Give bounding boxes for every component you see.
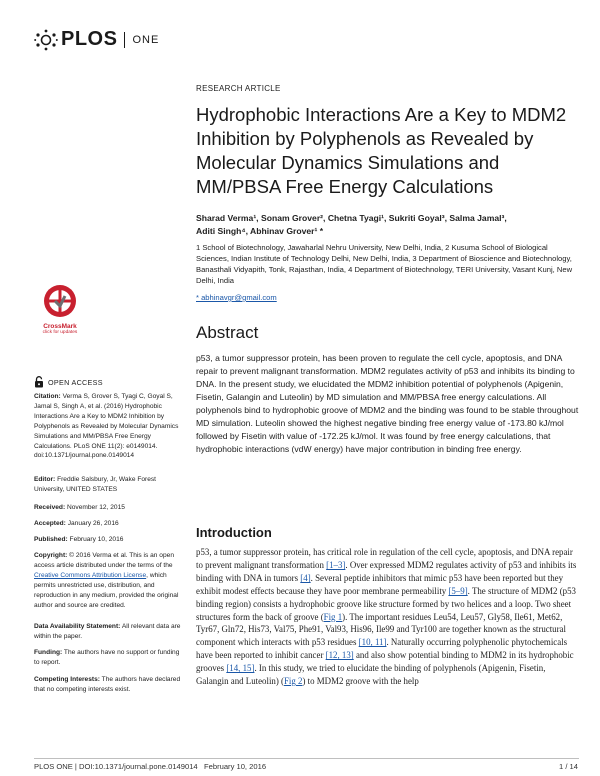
reference-link[interactable]: [1–3] bbox=[326, 559, 346, 570]
funding-text: The authors have no support or funding to report. bbox=[34, 649, 180, 666]
copyright-label: Copyright: bbox=[34, 552, 68, 559]
author-list bbox=[196, 212, 576, 238]
reference-link[interactable]: [14, 15] bbox=[226, 663, 255, 674]
reference-link[interactable]: [4] bbox=[300, 572, 311, 583]
abstract-text: p53, a tumor suppressor protein, has been proven to regulate the cell cycle, apoptosis, and DNA repair to prevent malignant transformation. MDM2 regulates activity of p53 and inhibits its binding to DNA. In the present study, we elucidated the MDM2 inhibition potential of polyphenols (Apigenin, Fisetin, Galangin and Luteolin) by MD simulation and MM/PBSA free energy calculations. All polyphenols bind to hydrophobic groove of MDM2 and the binding was found to be stable throughout MD simulation. Luteolin showed the highest negative binding free energy value of -173.80 kJ/mol followed by Fisetin with value of -172.25 kJ/mol. It was found by free energy calculations, that hydrophobic interactions (vdW energy) have major contribution in binding free energy. bbox=[196, 353, 579, 454]
published-label: Published: bbox=[34, 536, 68, 543]
open-lock-icon bbox=[34, 376, 44, 388]
footer-divider bbox=[34, 758, 579, 759]
logo-divider bbox=[124, 32, 125, 48]
editor-block bbox=[34, 475, 184, 495]
page-number: 1 / 14 bbox=[559, 762, 578, 771]
funding-block bbox=[34, 648, 184, 668]
intro-text-segment: and also show potential binding to MDM2 in its hydrophobic grooves bbox=[196, 650, 574, 674]
crossmark-badge[interactable] bbox=[38, 284, 82, 336]
accepted-label: Accepted: bbox=[34, 520, 66, 527]
competing-interests-label: Competing Interests: bbox=[34, 676, 100, 683]
crossmark-icon bbox=[43, 284, 77, 318]
published-block bbox=[34, 535, 184, 545]
intro-text-segment: . Several peptide inhibitors that mimic p53 have been reported but they exhibit modest effects because they have poor membrane permeability bbox=[196, 572, 564, 596]
open-access-badge bbox=[34, 376, 103, 388]
received-block bbox=[34, 503, 184, 513]
intro-text-segment: ). The important residues Leu54, Leu57, Gly58, Ile61, Met62, Tyr67, Gln72, His73, Val75, Phe91, Val93, His96, Ile99 and Tyr100 are together known as the structural component which interacts with p53 residues bbox=[196, 611, 566, 648]
open-access-label: OPEN ACCESS bbox=[48, 377, 103, 387]
reference-link[interactable]: [10, 11] bbox=[358, 637, 387, 648]
introduction-heading: Introduction bbox=[196, 525, 272, 540]
citation-label: Citation: bbox=[34, 393, 61, 400]
editor-label: Editor: bbox=[34, 476, 56, 483]
citation-block bbox=[34, 392, 184, 461]
introduction-text bbox=[196, 546, 580, 688]
copyright-text-end: , which permits unrestricted use, distribution, and reproduction in any medium, provided the original author and source are credited. bbox=[34, 571, 179, 609]
intro-text-segment: p53, a tumor suppressor protein, has critical role in regulation of the cell cycle, apoptosis, and DNA repair to prevent malignant transformation bbox=[196, 547, 573, 570]
abstract-heading: Abstract bbox=[196, 323, 259, 342]
journal-subname: ONE bbox=[132, 33, 160, 46]
license-link[interactable]: Creative Commons Attribution License bbox=[34, 571, 147, 579]
accepted-date: January 26, 2016 bbox=[65, 520, 119, 527]
plos-dots-icon bbox=[34, 29, 58, 51]
data-availability-text: All relevant data are within the paper. bbox=[34, 623, 181, 640]
accepted-block bbox=[34, 519, 184, 529]
intro-text-segment: . Over expressed MDM2 regulates activity of p53 and inhibits its binding with DNA in tumors bbox=[196, 559, 577, 583]
data-availability-label: Data Availability Statement: bbox=[34, 623, 121, 630]
authors-line-1: Sharad Verma¹, Sonam Grover², Chetna Tyagi¹, Sukriti Goyal³, Salma Jamal³, bbox=[196, 213, 507, 223]
intro-text-segment: . The structure of MDM2 (p53 binding region) consists a hydrophobic groove like structure formed by two helices and a loop. Two sheet structures form the back of groove ( bbox=[196, 585, 576, 622]
article-title: Hydrophobic Interactions Are a Key to MDM2 Inhibition by Polyphenols as Revealed by Molecular Dynamics Simulations and MM/PBSA Free Energy Calculations bbox=[196, 104, 567, 197]
competing-interests-text: The authors have declared that no competing interests exist. bbox=[34, 676, 181, 693]
copyright-text: © 2016 Verma et al. This is an open access article distributed under the terms of the bbox=[34, 552, 174, 569]
intro-text-segment: ) to MDM2 groove with the help bbox=[302, 676, 419, 687]
affiliations: 1 School of Biotechnology, Jawaharlal Nehru University, New Delhi, India, 2 Kusuma School of Biological Sciences, Indian Institute of Technology Delhi, New Delhi, India, 3 Department of Bioscience and Biotechnology, Banasthali Vidyapith, Tonk, Rajasthan, India, 4 Department of Biotechnology, TERI University, Vasant Kunj, New Delhi, India bbox=[196, 243, 573, 285]
reference-link[interactable]: [5–9] bbox=[448, 585, 468, 596]
intro-text-segment: . Naturally occurring polyphenolic phytochemicals have been reported to inhibit cancer bbox=[196, 637, 568, 661]
crossmark-label: CrossMark bbox=[43, 323, 77, 330]
published-date: February 10, 2016 bbox=[67, 536, 124, 543]
funding-label: Funding: bbox=[34, 649, 63, 656]
crossmark-sublabel: click for updates bbox=[42, 330, 78, 335]
reference-link[interactable]: [12, 13] bbox=[325, 650, 354, 661]
received-label: Received: bbox=[34, 504, 66, 511]
editor-text: Freddie Salsbury, Jr, Wake Forest University, UNITED STATES bbox=[34, 476, 157, 493]
authors-line-2: Aditi Singh⁴, Abhinav Grover¹ * bbox=[196, 226, 324, 236]
journal-logo[interactable] bbox=[34, 28, 159, 51]
citation-text: Verma S, Grover S, Tyagi C, Goyal S, Jamal S, Singh A, et al. (2016) Hydrophobic Interactions Are a Key to MDM2 Inhibition by Polyphenols as Revealed by Molecular Dynamics Simulations and MM/PBSA Free Energy Calculations. PLoS ONE 11(2): e0149014. doi:10.1371/journal.pone.0149014 bbox=[34, 393, 179, 460]
figure-link[interactable]: Fig 1 bbox=[323, 611, 343, 622]
data-availability-block bbox=[34, 622, 184, 642]
figure-link[interactable]: Fig 2 bbox=[283, 676, 303, 687]
copyright-block bbox=[34, 551, 184, 610]
intro-text-segment: . In this study, we tried to elucidate the binding of polyphenols (Apigenin, Fisetin, Galangin and Luteolin) ( bbox=[196, 663, 546, 687]
competing-interests-block bbox=[34, 675, 184, 695]
article-type: RESEARCH ARTICLE bbox=[196, 84, 281, 93]
corresponding-email-link[interactable]: * abhinavgr@gmail.com bbox=[196, 293, 277, 302]
footer-citation: PLOS ONE | DOI:10.1371/journal.pone.0149014 February 10, 2016 bbox=[34, 762, 267, 771]
journal-name: PLOS bbox=[61, 28, 118, 50]
received-date: November 12, 2015 bbox=[65, 504, 125, 511]
